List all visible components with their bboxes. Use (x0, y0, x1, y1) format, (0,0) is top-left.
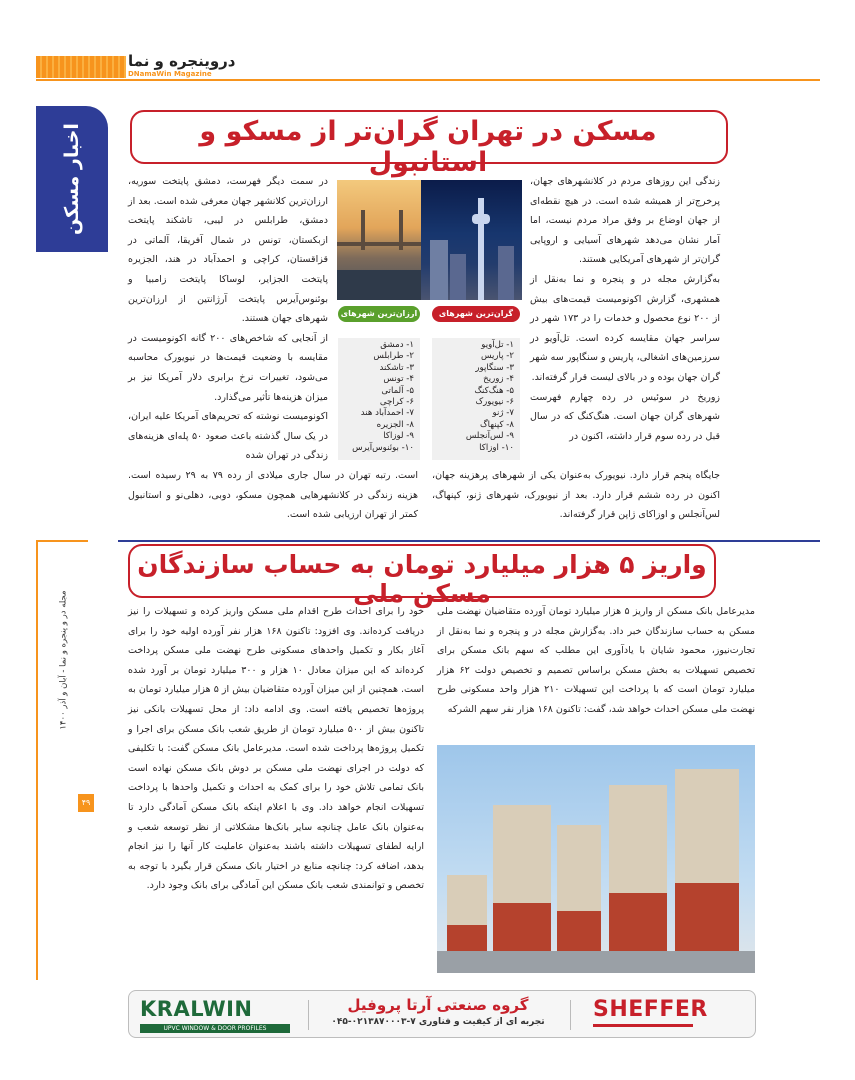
article1-col-left-bottom (128, 466, 418, 525)
header-line (36, 79, 820, 81)
list-item: ۴- تونس (383, 374, 414, 385)
list-item: ۶- کراچی (379, 397, 414, 408)
article1-col-right (530, 172, 720, 446)
kralwin-subtitle: UPVC WINDOW & DOOR PROFILES (140, 1024, 290, 1033)
article2-divider (118, 540, 820, 542)
list-item: ۹- لوزاکا (383, 431, 414, 442)
sheffer-underline (593, 1024, 693, 1027)
footer-divider (308, 1000, 309, 1030)
paragraph: خود را برای احداث طرح اقدام ملی مسکن واریز کرده و تسهیلات را نیز دریافت کرده‌اند. وی افزود: تاکنون ۱۶۸ هزار نفر آورده اولیه خود را برای آغاز بکار و تکمیل واحدهای مسکونی طرح نهضت ملی مسکن پرداخت کرده‌اند که این میزان معادل ۱۰ هزار و ۳۰۰ میلیارد تومان بر آورد شده است. همچنین از این میزان آورده متقاضیان بیش از ۵ هزار میلیارد تومان به پروژه‌ها تخصیص یافته است. وی ادامه داد: از محل تسهیلات بانکی نیز تاکنون بیش از ۵۰۰ میلیارد تومان از طریق شعب بانک مسکن برای اجرا و تکمیل پروژه‌ها پرداخت شده است. مدیرعامل بانک مسکن گفت: با تکلیفی که دولت در اجرای نهضت ملی مسکن بر دوش بانک مسکن نهاده است بانک تمامی تلاش خود را برای کمک به احداث و تکمیل واحدها با پرداخت تسهیلات انجام خواهد داد. وی با اعلام اینکه بانک مسکن آمادگی دارد تا به‌عنوان بانک عامل چنانچه سایر بانک‌ها مشکلاتی از نظر توسعه شعب و ارایه لطفای تسهیلات داشته باشند به‌عنوان عاملیت کار آنها را نیز انجام بدهد، اضافه کرد: چنانچه منابع در اختیار بانک مسکن قرار بگیرد با توجه به تخصص و توانمندی شعب بانک مسکن این آمادگی برای بانک وجود دارد. (128, 606, 424, 892)
expensive-cities-label: گران‌ترین شهرهای جهان (432, 306, 520, 322)
list-item: ۳- سنگاپور (475, 362, 514, 373)
list-item: ۱۰- بوئنوس‌آیرس (352, 442, 414, 453)
issue-text: مجله در و پنجره و نما - آبان و آذر ۱۴۰۰ (59, 590, 69, 730)
magazine-logo: دروینجره و نما (128, 52, 236, 70)
paragraph: اکونومیست نوشته که تحریم‌های آمریکا علیه ایران، در یک سال گذشته باعث صعود ۵۰ پله‌ای هزینه‌های زندگی در تهران شده (128, 411, 329, 462)
paragraph: از آنجایی که شاخص‌های ۲۰۰ گانه اکونومیست در مقایسه با وضعیت قیمت‌ها در نیویورک محاسبه می‌شود، تغییرات نرخ برابری دلار آمریکا نیز بر میزان هزینه‌ها تأثیر می‌گذارد. (128, 332, 328, 403)
artta-subtitle: تجربه ای از کیفیت و فناوری ۷-۰۲۱۳۸۷۰۰۰۳-۰۴۵ (331, 1017, 545, 1027)
footer-divider (570, 1000, 571, 1030)
article2-col-right (437, 602, 755, 720)
article1-col-left (128, 172, 328, 466)
header-stripes (36, 56, 126, 78)
paragraph: در سمت دیگر فهرست، دمشق پایتخت سوریه، ارزان‌ترین کلانشهر جهان معرفی شده است. بعد از دمشق، طرابلس در لیبی، تاشکند پایتخت ازبکستان، تونس در شمال آفریقا، آلماتی در قزاقستان، کراچی و احمدآباد در هند، الجزیره پایتخت الجزایر، لوساکا پایتخت زامبیا و بوئنوس‌آیرس پایتخت آرژانتین از ارزان‌ترین شهرهای جهان هستند. (128, 176, 328, 325)
list-item: ۱۰- اوزاکا (479, 442, 514, 453)
cheap-cities-label: ارزان‌ترین شهرهای جهان (338, 306, 420, 322)
list-item: ۵- آلماتی (381, 385, 414, 396)
list-item: ۵- هنگ‌کنگ (474, 385, 514, 396)
list-item: ۱- دمشق (380, 340, 414, 350)
artta-title: گروه صنعتی آرتا پروفیل (347, 996, 529, 1014)
list-item: ۲- پاریس (481, 351, 514, 362)
paragraph: زوریخ در سوئیس در رده چهارم فهرست شهرهای گران جهان است. هنگ‌کنگ که در سال قبل در رده سوم قرار داشته، اکنون در (530, 391, 720, 442)
paragraph: جایگاه پنجم قرار دارد. نیویورک به‌عنوان یکی از شهرهای پرهزینه جهان، اکنون در رده ششم قرار دارد. بعد از نیویورک، شهرهای ژنو، کپنهاگ، لس‌آنجلس و اوزاکای ژاپن قرار گرفته‌اند. (432, 470, 720, 521)
list-item: ۹- لس‌آنجلس (465, 431, 514, 442)
article2-col-left (128, 602, 424, 896)
sidebar-line (36, 540, 38, 980)
list-item: ۴- زوریخ (483, 374, 514, 385)
article1-col-right-bottom (432, 466, 720, 525)
paragraph: به‌گزارش مجله در و پنجره و نما به‌نقل از همشهری، گزارش اکونومیست قیمت‌های بیش از ۲۰۰ نوع محصول و خدمات را در ۱۷۳ شهر در سراسر جهان مقایسه کرده است. تل‌آویو در سرزمین‌های اشغالی، پاریس و سنگاپور سه شهر گران جهان بوده و در بالای لیست قرار گرفته‌اند. (530, 273, 720, 383)
list-item: ۷- ژنو (492, 408, 514, 419)
kralwin-logo: KRALWIN (140, 997, 253, 1021)
list-item: ۳- تاشکند (379, 362, 414, 373)
sheffer-logo: SHEFFER (593, 997, 708, 1022)
article2-title: واریز ۵ هزار میلیارد تومان به حساب سازندگان مسکن ملی (137, 550, 707, 608)
list-item: ۱- تل‌آویو (481, 340, 514, 350)
list-item: ۲- طرابلس (373, 351, 414, 362)
tehran-night-photo (420, 180, 522, 300)
istanbul-bridge-photo (337, 180, 421, 300)
housing-project-photo (437, 745, 755, 973)
expensive-cities-list (436, 340, 514, 454)
list-item: ۸- کپنهاگ (479, 419, 514, 430)
paragraph: است. رتبه تهران در سال جاری میلادی از رده ۷۹ به ۲۹ رسیده است. هزینه زندگی در کلانشهرهایی همچون مسکو، دوبی، دهلی‌نو و استانبول کمتر از تهران ارزیابی شده است. (128, 470, 418, 521)
magazine-logo-sub: DNamaWin Magazine (128, 70, 212, 78)
paragraph: زندگی این روزهای مردم در کلانشهرهای جهان، پرخرج‌تر از همیشه شده است. در هیچ نقطه‌ای از جهان اوضاع بر وفق مراد مردم نیست، اما آمار نشان می‌دهد شهرهای آسیایی و اروپایی گران‌تر از شهرهای آمریکایی هستند. (530, 176, 720, 266)
paragraph: مدیرعامل بانک مسکن از واریز ۵ هزار میلیارد تومان آورده متقاضیان نهضت ملی مسکن به حساب سازندگان خبر داد. به‌گزارش مجله در و پنجره و نما به‌نقل از تجارت‌نیوز، محمود شایان با یادآوری این مطلب که سهم بانک مسکن برای تخصیص تسهیلات به بخش مسکن براساس تصمیم و تخصیص دولت ۶۲ هزار میلیارد تومان است که با پرداخت این تسهیلات ۲۱۰ هزار واحد مسکونی طرح نهضت ملی مسکن احداث خواهد شد، گفت: تاکنون ۱۶۸ هزار نفر سهم الشرکه (437, 606, 755, 715)
page-number: ۴۹ (78, 794, 94, 812)
section-tab-label: اخبار مسکن (61, 123, 83, 235)
list-item: ۷- احمدآباد هند (360, 408, 414, 419)
article1-title: مسکن در تهران گران‌تر از مسکو و استانبول (199, 116, 657, 178)
list-item: ۸- الجزیره (376, 419, 414, 430)
cheap-cities-list (342, 340, 414, 454)
list-item: ۶- نیویورک (475, 397, 514, 408)
